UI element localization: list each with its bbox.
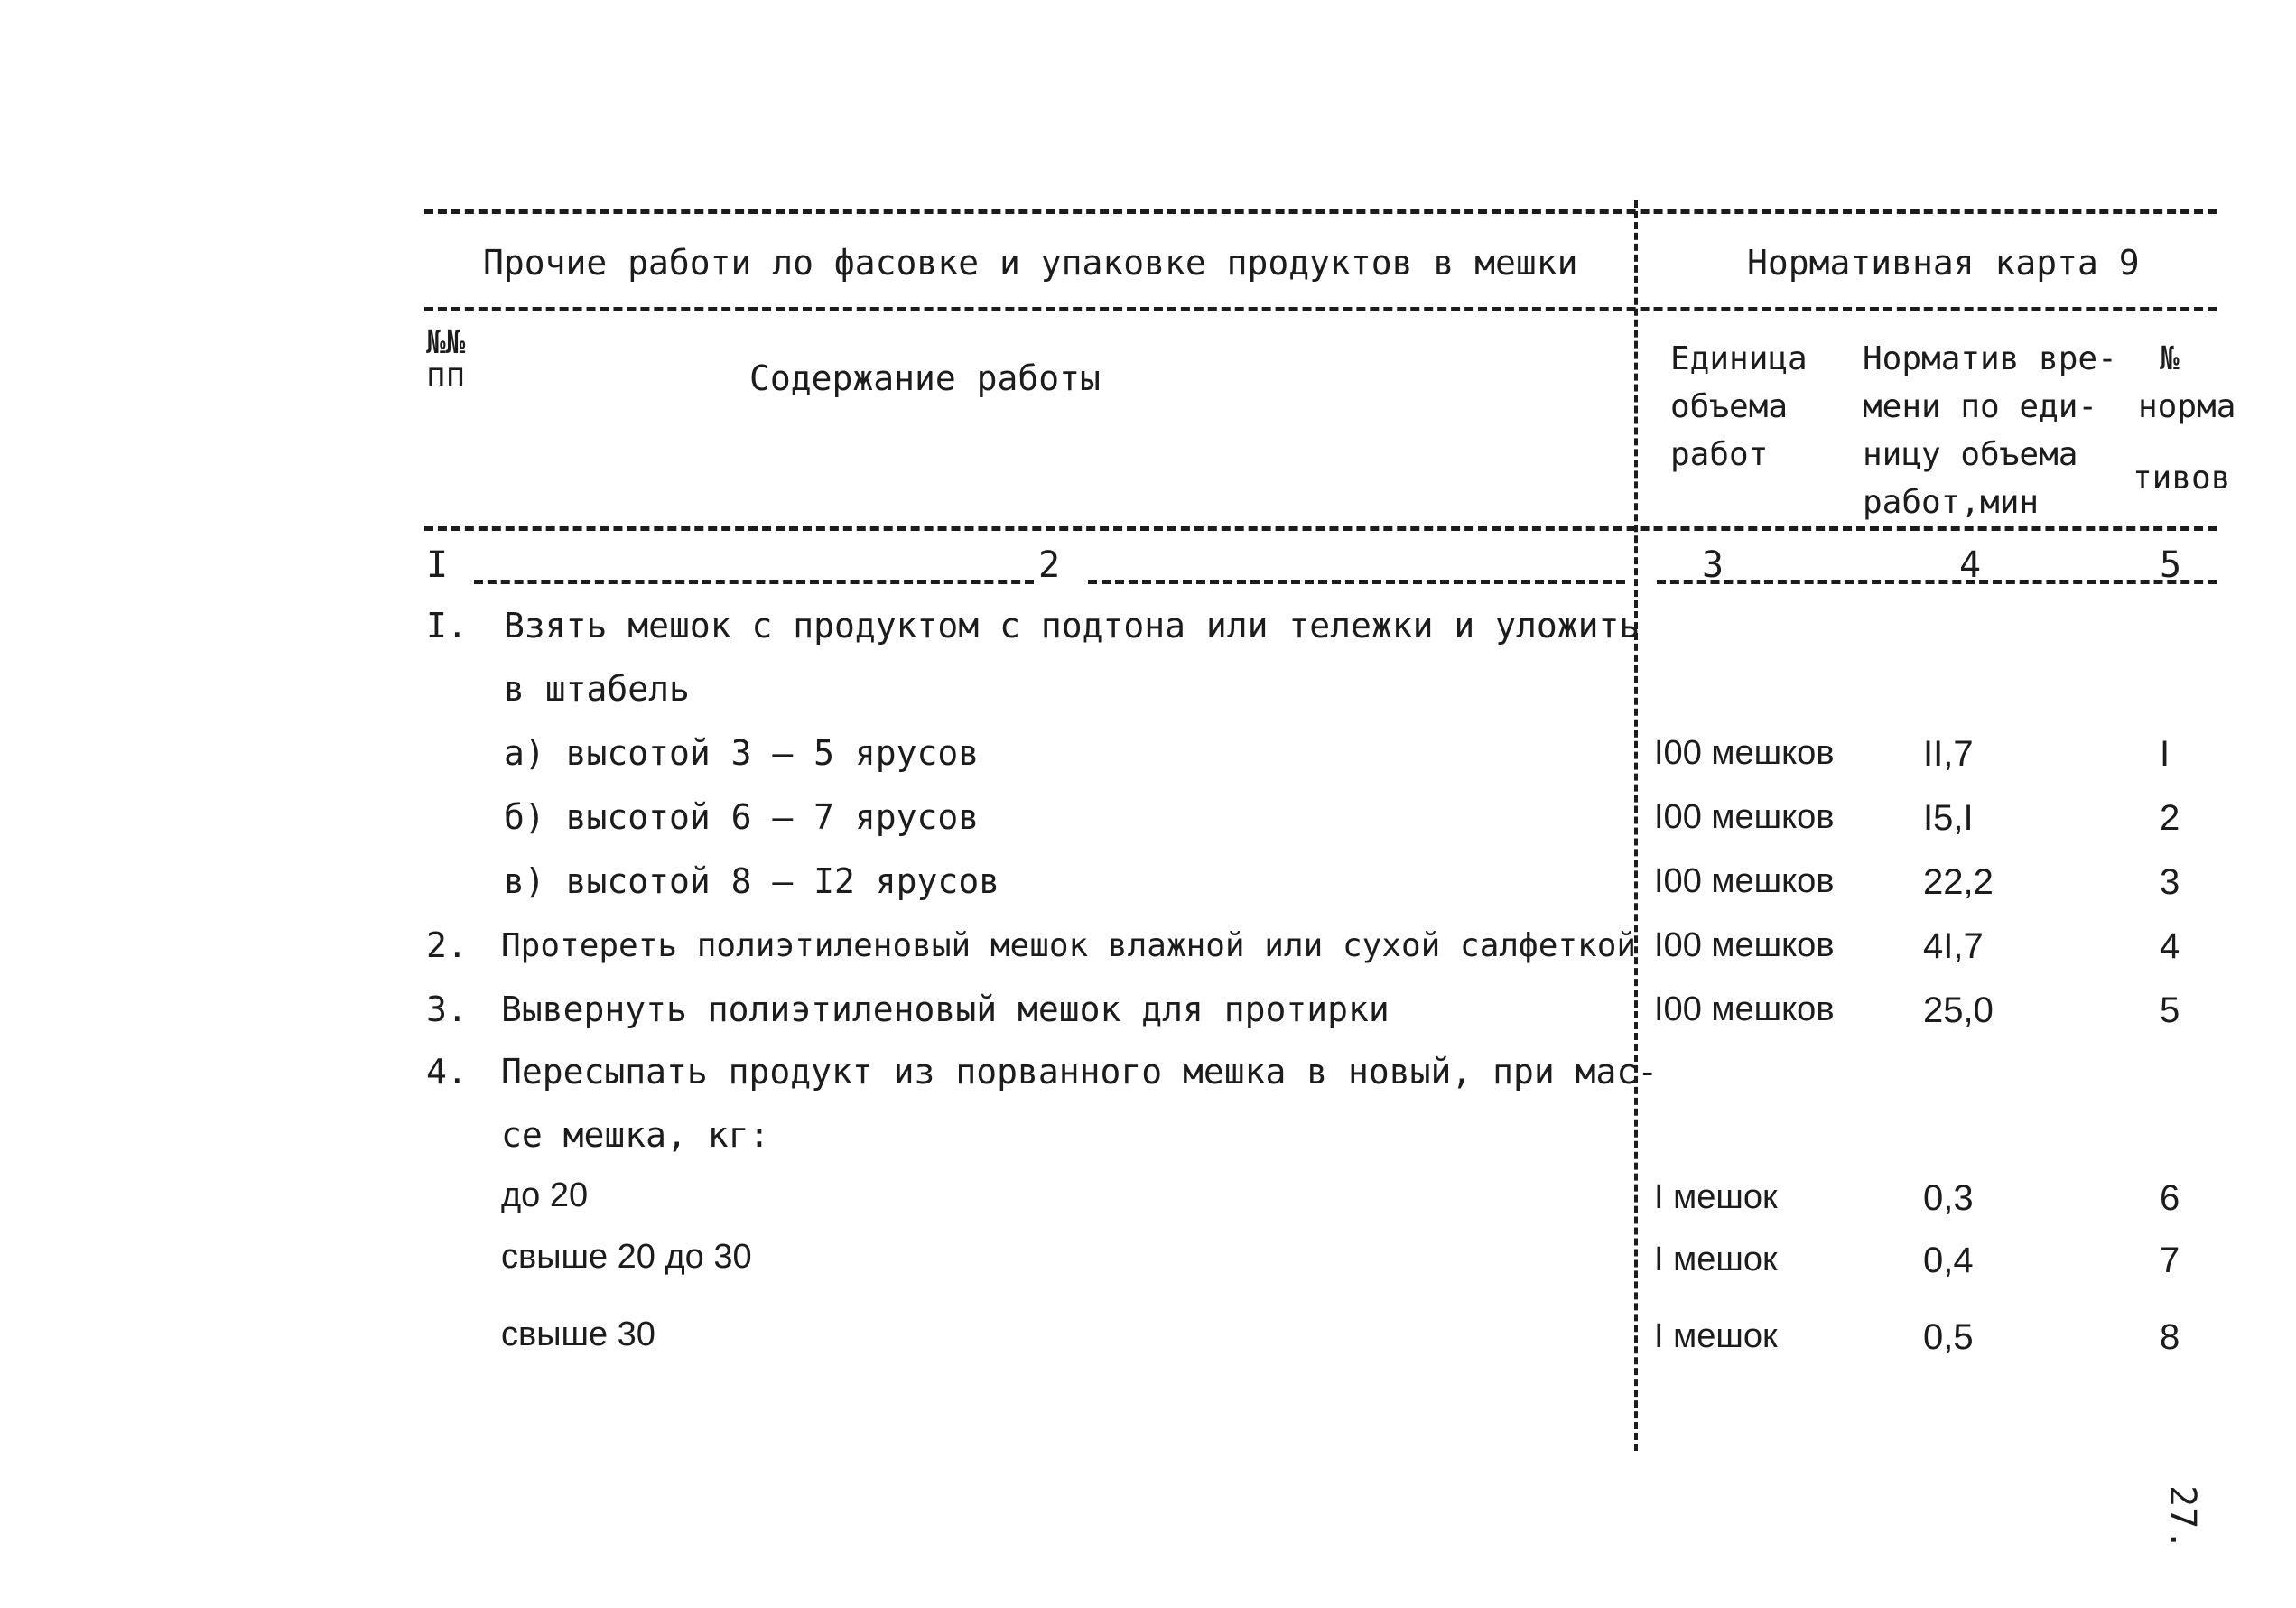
row-unit: I мешок bbox=[1654, 1317, 1778, 1355]
page-number: 27. bbox=[2161, 1485, 2203, 1551]
row-unit: I мешок bbox=[1654, 1178, 1778, 1216]
col-heading-normnum-1: № bbox=[2160, 340, 2180, 377]
row-norm: 2 bbox=[2160, 798, 2180, 838]
col-heading-num-2: пп bbox=[426, 357, 466, 394]
rule-after-title bbox=[424, 307, 2217, 311]
row-time: 0,3 bbox=[1923, 1178, 1974, 1218]
col-heading-norm-1: Норматив вре- bbox=[1863, 340, 2117, 377]
row-unit: I00 мешков bbox=[1654, 926, 1835, 964]
row-time: 22,2 bbox=[1923, 862, 1994, 902]
row-norm: 7 bbox=[2160, 1241, 2180, 1280]
col-heading-normnum-2: норма bbox=[2138, 388, 2236, 425]
column-divider bbox=[1634, 200, 1638, 1451]
col-heading-normnum-3: тивов bbox=[2133, 460, 2231, 497]
row-norm: 4 bbox=[2160, 926, 2180, 966]
column-number-1: I bbox=[426, 544, 449, 586]
col-heading-unit-2: объема bbox=[1670, 388, 1789, 425]
row-number: I. bbox=[426, 606, 468, 646]
row-text: се мешка, кг: bbox=[501, 1115, 770, 1155]
row-norm: 6 bbox=[2160, 1178, 2180, 1218]
row-number: 2. bbox=[426, 925, 468, 965]
col-heading-unit-1: Единица bbox=[1670, 340, 1808, 377]
row-time: 4I,7 bbox=[1923, 926, 1984, 966]
row-norm: 3 bbox=[2160, 862, 2180, 902]
col-heading-norm-2: мени по еди- bbox=[1863, 388, 2098, 425]
row-text: Вывернуть полиэтиленовый мешок для протирки bbox=[501, 990, 1390, 1029]
row-text: в штабель bbox=[504, 669, 690, 709]
column-number-3: 3 bbox=[1702, 544, 1724, 586]
col-heading-num-1: №№ bbox=[426, 324, 466, 361]
card-title: Нормативная карта 9 bbox=[1747, 243, 2140, 283]
col-heading-norm-4: работ,мин bbox=[1863, 484, 2040, 521]
row-number: 4. bbox=[426, 1052, 468, 1092]
column-number-4: 4 bbox=[1959, 544, 1982, 586]
col-heading-unit-3: работ bbox=[1670, 436, 1769, 473]
rule-column-numbers-left bbox=[474, 580, 1034, 584]
row-norm: I bbox=[2160, 734, 2171, 774]
row-text: Взять мешок с продуктом с подтона или тележки и уложить bbox=[504, 606, 1641, 646]
section-title: Прочие работи ло фасовке и упаковке продуктов в мешки bbox=[483, 243, 1578, 283]
row-text: до 20 bbox=[501, 1176, 589, 1214]
row-text: свыше 20 до 30 bbox=[501, 1238, 752, 1276]
col-heading-content: Содержание работы bbox=[749, 358, 1101, 398]
row-text: а) высотой 3 – 5 ярусов bbox=[504, 733, 980, 773]
row-text: б) высотой 6 – 7 ярусов bbox=[504, 797, 980, 837]
row-norm: 5 bbox=[2160, 990, 2180, 1030]
row-text: Протереть полиэтиленовый мешок влажной или сухой салфеткой bbox=[501, 927, 1637, 964]
col-heading-norm-3: ницу объема bbox=[1863, 436, 2078, 473]
row-unit: I00 мешков bbox=[1654, 734, 1835, 772]
column-number-5: 5 bbox=[2160, 544, 2182, 586]
row-time: 25,0 bbox=[1923, 990, 1994, 1030]
row-unit: I00 мешков bbox=[1654, 862, 1835, 900]
row-text: в) высотой 8 – I2 ярусов bbox=[504, 861, 1000, 901]
row-time: 0,4 bbox=[1923, 1241, 1974, 1280]
row-time: I5,I bbox=[1923, 798, 1974, 838]
rule-column-numbers-right bbox=[1657, 580, 2217, 584]
row-time: II,7 bbox=[1923, 734, 1974, 774]
row-unit: I00 мешков bbox=[1654, 990, 1835, 1028]
column-number-2: 2 bbox=[1038, 544, 1061, 586]
row-number: 3. bbox=[426, 990, 468, 1029]
row-unit: I00 мешков bbox=[1654, 798, 1835, 836]
rule-column-numbers-mid bbox=[1088, 580, 1625, 584]
row-time: 0,5 bbox=[1923, 1317, 1974, 1357]
rule-top bbox=[424, 209, 2217, 214]
row-text: свыше 30 bbox=[501, 1315, 655, 1353]
row-norm: 8 bbox=[2160, 1317, 2180, 1357]
row-text: Пересыпать продукт из порванного мешка в новый, при мас- bbox=[501, 1052, 1659, 1092]
rule-after-headings bbox=[424, 526, 2217, 531]
row-unit: I мешок bbox=[1654, 1241, 1778, 1278]
